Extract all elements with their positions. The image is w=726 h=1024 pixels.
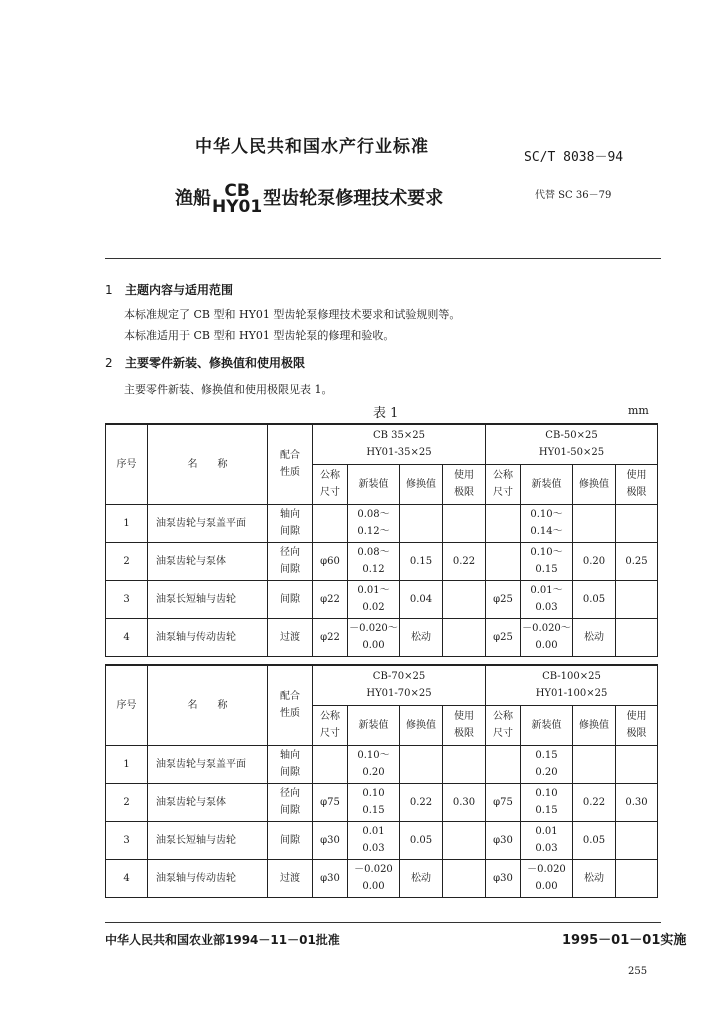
g2-limit-header-line: 使用 <box>626 470 647 481</box>
cell-b-new-line: 0.00 <box>535 640 558 651</box>
cell-a-new-line: －0.020～ <box>349 623 398 634</box>
cell-seq <box>106 542 148 580</box>
issuing-authority: 中华人民共和国水产行业标准 <box>195 137 429 157</box>
col-fit-header-line: 配合 <box>280 450 300 462</box>
cell-a-replace <box>400 859 443 897</box>
cell-a-replace <box>400 783 443 821</box>
cell-a-new <box>348 542 400 580</box>
cell-a-replace-line: 0.22 <box>409 796 433 808</box>
g1-limit-header <box>443 705 486 745</box>
section-1-para-2: 本标准适用于 CB 型和 HY01 型齿轮泵的修理和验收。 <box>124 329 395 342</box>
group-1-header <box>313 665 486 705</box>
cell-a-size <box>313 580 348 618</box>
cell-a-replace <box>400 580 443 618</box>
cell-fit <box>268 542 313 580</box>
g1-size-header-line: 尺寸 <box>320 728 340 739</box>
cell-a-size-line: φ22 <box>320 593 340 605</box>
g1-replace-header <box>400 705 443 745</box>
title-model-stack <box>212 183 262 215</box>
cell-b-new-line: 0.14～ <box>530 526 563 537</box>
col-fit-header-line: 配合 <box>280 691 300 703</box>
cell-fit <box>268 618 313 656</box>
cell-b-new <box>521 504 573 542</box>
cell-seq-line: 2 <box>123 796 130 808</box>
cell-b-size-line: φ30 <box>493 834 513 846</box>
effective-date: 1995－01－01实施 <box>562 933 687 948</box>
table-row <box>106 783 658 821</box>
group-2-header-line: CB-50×25 <box>545 430 598 442</box>
cell-a-new <box>348 821 400 859</box>
g1-replace-header-line: 修换值 <box>406 478 436 490</box>
cell-seq-line: 1 <box>123 517 130 529</box>
cell-a-new-line: 0.12 <box>362 564 385 575</box>
document-title <box>175 183 443 215</box>
cell-fit-line: 间隙 <box>280 767 300 778</box>
cell-a-new-line: 0.15 <box>362 805 385 816</box>
cell-seq <box>106 504 148 542</box>
g1-new-header-line: 新装值 <box>358 719 389 731</box>
cell-seq-line: 1 <box>123 758 130 770</box>
cell-b-new <box>521 580 573 618</box>
g2-new-header-line: 新装值 <box>531 478 562 490</box>
cell-seq-line: 4 <box>123 631 130 643</box>
cell-fit-line: 间隙 <box>280 593 300 605</box>
cell-b-new <box>521 821 573 859</box>
table-row <box>106 745 658 783</box>
cell-b-replace-line: 0.05 <box>582 593 606 605</box>
cell-a-new-line: 0.00 <box>362 881 385 892</box>
header-divider <box>105 258 661 259</box>
cell-a-limit <box>443 580 486 618</box>
g2-replace-header <box>573 705 616 745</box>
cell-b-new-line: 0.03 <box>535 843 558 854</box>
cell-name-line: 油泵齿轮与泵盖平面 <box>156 517 246 529</box>
cell-b-size-line: φ75 <box>493 796 513 808</box>
cell-b-new <box>521 618 573 656</box>
g1-new-header <box>348 464 400 504</box>
cell-seq <box>106 745 148 783</box>
col-fit-header <box>268 665 313 745</box>
cell-b-limit <box>616 542 658 580</box>
g2-size-header-line: 尺寸 <box>493 487 513 498</box>
cell-name-line: 油泵齿轮与泵体 <box>156 796 226 808</box>
section-1-para-1: 本标准规定了 CB 型和 HY01 型齿轮泵修理技术要求和试验规则等。 <box>124 308 461 321</box>
cell-b-new-line: 0.20 <box>535 767 558 778</box>
table-row <box>106 859 658 897</box>
cell-a-replace <box>400 618 443 656</box>
cell-seq-line: 3 <box>123 834 130 846</box>
cell-a-new <box>348 580 400 618</box>
g1-size-header <box>313 705 348 745</box>
cell-b-limit <box>616 504 658 542</box>
cell-b-limit <box>616 580 658 618</box>
g1-limit-header <box>443 464 486 504</box>
cell-a-new <box>348 618 400 656</box>
cell-a-new-line: 0.01 <box>362 826 385 837</box>
cell-name-line: 油泵齿轮与泵盖平面 <box>156 758 246 770</box>
cell-seq <box>106 821 148 859</box>
cell-name <box>148 504 268 542</box>
cell-a-size <box>313 745 348 783</box>
group-1-header-line: HY01-35×25 <box>366 447 432 459</box>
spec-table-block-1 <box>105 423 658 657</box>
section-1-title: 主题内容与适用范围 <box>125 283 234 297</box>
cell-b-new <box>521 542 573 580</box>
g1-size-header <box>313 464 348 504</box>
cell-name-line: 油泵长短轴与齿轮 <box>156 593 236 605</box>
cell-b-replace-line: 0.20 <box>582 555 606 567</box>
group-2-header <box>486 424 658 464</box>
col-seq-header <box>106 665 148 745</box>
g1-new-header <box>348 705 400 745</box>
group-2-header <box>486 665 658 705</box>
cell-b-limit <box>616 618 658 656</box>
cell-a-new-line: 0.03 <box>362 843 385 854</box>
cell-b-replace <box>573 783 616 821</box>
section-2-number: 2 <box>105 356 113 370</box>
cell-b-size <box>486 504 521 542</box>
g2-limit-header-line: 极限 <box>626 487 647 498</box>
cell-a-new-line: －0.020 <box>354 864 393 875</box>
g2-size-header-line: 公称 <box>493 470 513 481</box>
cell-b-new-line: 0.01 <box>535 826 558 837</box>
col-name-header-line: 名 称 <box>187 699 228 711</box>
g2-new-header <box>521 705 573 745</box>
g1-limit-header-line: 使用 <box>454 470 474 481</box>
cell-a-limit <box>443 859 486 897</box>
group-2-header-line: HY01-100×25 <box>535 688 608 700</box>
cell-name <box>148 580 268 618</box>
cell-name-line: 油泵长短轴与齿轮 <box>156 834 236 846</box>
col-fit-header <box>268 424 313 504</box>
col-name-header <box>148 665 268 745</box>
cell-seq <box>106 783 148 821</box>
cell-b-size <box>486 745 521 783</box>
cell-a-new-line: 0.02 <box>362 602 385 613</box>
footer-divider <box>105 922 661 923</box>
cell-b-replace <box>573 745 616 783</box>
group-1-header-line: CB 35×25 <box>372 430 425 442</box>
cell-b-size <box>486 783 521 821</box>
cell-seq-line: 3 <box>123 593 130 605</box>
table-unit: mm <box>628 404 649 417</box>
cell-a-new-line: 0.08～ <box>357 509 390 520</box>
cell-b-limit-line: 0.25 <box>625 555 648 567</box>
cell-b-new-line: －0.020～ <box>522 623 571 634</box>
title-model-bottom: HY01 <box>212 197 263 217</box>
cell-fit-line: 轴向 <box>280 509 300 520</box>
cell-b-size <box>486 542 521 580</box>
title-prefix: 渔船 <box>175 188 211 209</box>
cell-fit-line: 过渡 <box>280 872 300 884</box>
cell-a-size-line: φ75 <box>320 796 340 808</box>
page-number: 255 <box>628 966 648 977</box>
group-2-header-line: CB-100×25 <box>542 671 601 683</box>
cell-a-size <box>313 859 348 897</box>
cell-b-new <box>521 859 573 897</box>
cell-name <box>148 821 268 859</box>
cell-name <box>148 542 268 580</box>
cell-b-new-line: 0.15 <box>535 564 558 575</box>
cell-fit-line: 径向 <box>280 547 300 558</box>
cell-b-new-line: 0.00 <box>535 881 558 892</box>
cell-b-new-line: 0.15 <box>535 805 558 816</box>
cell-b-new-line: 0.10 <box>535 788 558 799</box>
col-fit-header-line: 性质 <box>280 467 300 479</box>
cell-a-new-line: 0.01～ <box>357 585 390 596</box>
cell-a-size-line: φ60 <box>320 555 340 567</box>
g2-size-header-line: 尺寸 <box>493 728 513 739</box>
cell-b-limit <box>616 783 658 821</box>
cell-b-new-line: 0.10～ <box>530 509 563 520</box>
cell-a-limit <box>443 504 486 542</box>
g1-replace-header <box>400 464 443 504</box>
cell-a-new-line: 0.20 <box>362 767 385 778</box>
cell-b-replace <box>573 504 616 542</box>
cell-a-new-line: 0.08～ <box>357 547 390 558</box>
cell-fit-line: 轴向 <box>280 750 300 761</box>
cell-b-replace <box>573 859 616 897</box>
cell-name <box>148 618 268 656</box>
cell-fit-line: 间隙 <box>280 805 300 816</box>
g2-limit-header <box>616 705 658 745</box>
group-1-header-line: HY01-70×25 <box>366 688 432 700</box>
cell-b-limit <box>616 745 658 783</box>
cell-a-replace <box>400 821 443 859</box>
cell-a-replace <box>400 745 443 783</box>
g1-limit-header-line: 极限 <box>454 728 474 739</box>
cell-b-replace <box>573 618 616 656</box>
cell-a-size <box>313 783 348 821</box>
cell-seq-line: 4 <box>123 872 130 884</box>
cell-a-limit <box>443 745 486 783</box>
cell-b-new-line: －0.020 <box>527 864 566 875</box>
g2-replace-header <box>573 464 616 504</box>
col-fit-header-line: 性质 <box>280 708 300 720</box>
spec-table-block-2 <box>105 664 658 898</box>
cell-b-size <box>486 580 521 618</box>
g2-replace-header-line: 修换值 <box>579 719 609 731</box>
g1-new-header-line: 新装值 <box>358 478 389 490</box>
cell-b-new-line: 0.01～ <box>530 585 563 596</box>
cell-b-replace-line: 0.05 <box>582 834 606 846</box>
cell-b-size <box>486 859 521 897</box>
approval-note: 中华人民共和国农业部1994－11－01批准 <box>105 933 340 947</box>
cell-name-line: 油泵轴与传动齿轮 <box>156 872 236 884</box>
standard-number: SC/T 8038－94 <box>524 150 624 165</box>
section-2-title: 主要零件新装、修换值和使用极限 <box>125 356 306 370</box>
replaces-note: 代替 SC 36－79 <box>535 190 612 201</box>
cell-a-size-line: φ30 <box>320 834 340 846</box>
cell-seq <box>106 580 148 618</box>
table-caption: 表 1 <box>373 406 399 421</box>
cell-a-limit <box>443 542 486 580</box>
cell-name <box>148 745 268 783</box>
cell-a-limit <box>443 821 486 859</box>
section-2-para-1: 主要零件新装、修换值和使用极限见表 1。 <box>124 383 333 396</box>
cell-a-size <box>313 504 348 542</box>
cell-a-new-line: 0.10 <box>362 788 385 799</box>
cell-seq-line: 2 <box>123 555 130 567</box>
cell-b-size <box>486 618 521 656</box>
cell-fit-line: 间隙 <box>280 526 300 537</box>
table-row <box>106 504 658 542</box>
group-1-header <box>313 424 486 464</box>
cell-a-limit-line: 0.22 <box>452 555 476 567</box>
g2-size-header-line: 公称 <box>493 711 513 722</box>
cell-fit-line: 间隙 <box>280 834 300 846</box>
cell-a-size-line: φ30 <box>320 872 340 884</box>
cell-name <box>148 783 268 821</box>
cell-fit-line: 径向 <box>280 788 300 799</box>
cell-b-replace <box>573 580 616 618</box>
cell-a-limit <box>443 783 486 821</box>
cell-b-new-line: 0.10～ <box>530 547 563 558</box>
cell-a-replace-line: 松动 <box>411 872 431 884</box>
cell-b-replace-line: 松动 <box>584 872 604 884</box>
cell-b-new-line: 0.15 <box>535 750 558 761</box>
cell-fit <box>268 821 313 859</box>
cell-name <box>148 859 268 897</box>
cell-b-new <box>521 745 573 783</box>
cell-a-new <box>348 745 400 783</box>
cell-a-replace-line: 松动 <box>411 631 431 643</box>
g2-replace-header-line: 修换值 <box>579 478 609 490</box>
table-row <box>106 618 658 656</box>
cell-a-limit-line: 0.30 <box>452 796 476 808</box>
g2-size-header <box>486 705 521 745</box>
cell-seq <box>106 618 148 656</box>
cell-a-replace-line: 0.05 <box>409 834 433 846</box>
cell-b-size-line: φ25 <box>493 631 513 643</box>
cell-name-line: 油泵齿轮与泵体 <box>156 555 226 567</box>
section-2-heading <box>105 354 305 371</box>
group-2-header-line: HY01-50×25 <box>538 447 605 459</box>
cell-a-new-line: 0.12～ <box>357 526 390 537</box>
cell-a-replace <box>400 542 443 580</box>
cell-a-new <box>348 504 400 542</box>
cell-a-new <box>348 783 400 821</box>
g1-size-header-line: 公称 <box>320 711 340 722</box>
col-seq-header-line: 序号 <box>116 699 137 711</box>
cell-a-new-line: 0.00 <box>362 640 385 651</box>
table-row <box>106 821 658 859</box>
cell-b-size-line: φ30 <box>493 872 513 884</box>
cell-b-new <box>521 783 573 821</box>
title-model-top: CB <box>224 181 250 201</box>
cell-a-size <box>313 618 348 656</box>
cell-b-new-line: 0.03 <box>535 602 558 613</box>
cell-b-size <box>486 821 521 859</box>
cell-a-replace-line: 0.04 <box>409 593 433 605</box>
cell-a-new-line: 0.10～ <box>357 750 390 761</box>
cell-a-size <box>313 821 348 859</box>
g2-limit-header-line: 极限 <box>626 728 647 739</box>
g1-size-header-line: 尺寸 <box>320 487 340 498</box>
g2-new-header-line: 新装值 <box>531 719 562 731</box>
g1-replace-header-line: 修换值 <box>406 719 436 731</box>
cell-fit <box>268 783 313 821</box>
g2-size-header <box>486 464 521 504</box>
cell-b-limit-line: 0.30 <box>625 796 648 808</box>
cell-b-limit <box>616 821 658 859</box>
title-suffix: 型齿轮泵修理技术要求 <box>263 188 444 209</box>
cell-fit <box>268 504 313 542</box>
g2-new-header <box>521 464 573 504</box>
cell-b-replace <box>573 542 616 580</box>
g1-limit-header-line: 极限 <box>454 487 474 498</box>
col-name-header-line: 名 称 <box>187 458 228 470</box>
table-row <box>106 542 658 580</box>
cell-a-size-line: φ22 <box>320 631 340 643</box>
cell-fit <box>268 859 313 897</box>
group-1-header-line: CB-70×25 <box>372 671 426 683</box>
cell-a-limit <box>443 618 486 656</box>
section-1-heading <box>105 281 233 298</box>
cell-b-limit <box>616 859 658 897</box>
table-row <box>106 580 658 618</box>
cell-a-replace <box>400 504 443 542</box>
g2-limit-header <box>616 464 658 504</box>
cell-fit <box>268 580 313 618</box>
g1-size-header-line: 公称 <box>320 470 340 481</box>
col-seq-header-line: 序号 <box>116 458 137 470</box>
g2-limit-header-line: 使用 <box>626 711 647 722</box>
cell-a-replace-line: 0.15 <box>409 555 433 567</box>
cell-b-replace <box>573 821 616 859</box>
cell-fit-line: 过渡 <box>280 631 300 643</box>
cell-b-size-line: φ25 <box>493 593 513 605</box>
cell-name-line: 油泵轴与传动齿轮 <box>156 631 236 643</box>
cell-a-new <box>348 859 400 897</box>
cell-fit-line: 间隙 <box>280 564 300 575</box>
cell-seq <box>106 859 148 897</box>
cell-fit <box>268 745 313 783</box>
col-name-header <box>148 424 268 504</box>
cell-b-replace-line: 松动 <box>584 631 604 643</box>
cell-a-size <box>313 542 348 580</box>
cell-b-replace-line: 0.22 <box>582 796 606 808</box>
g1-limit-header-line: 使用 <box>454 711 474 722</box>
section-1-number: 1 <box>105 283 113 297</box>
col-seq-header <box>106 424 148 504</box>
